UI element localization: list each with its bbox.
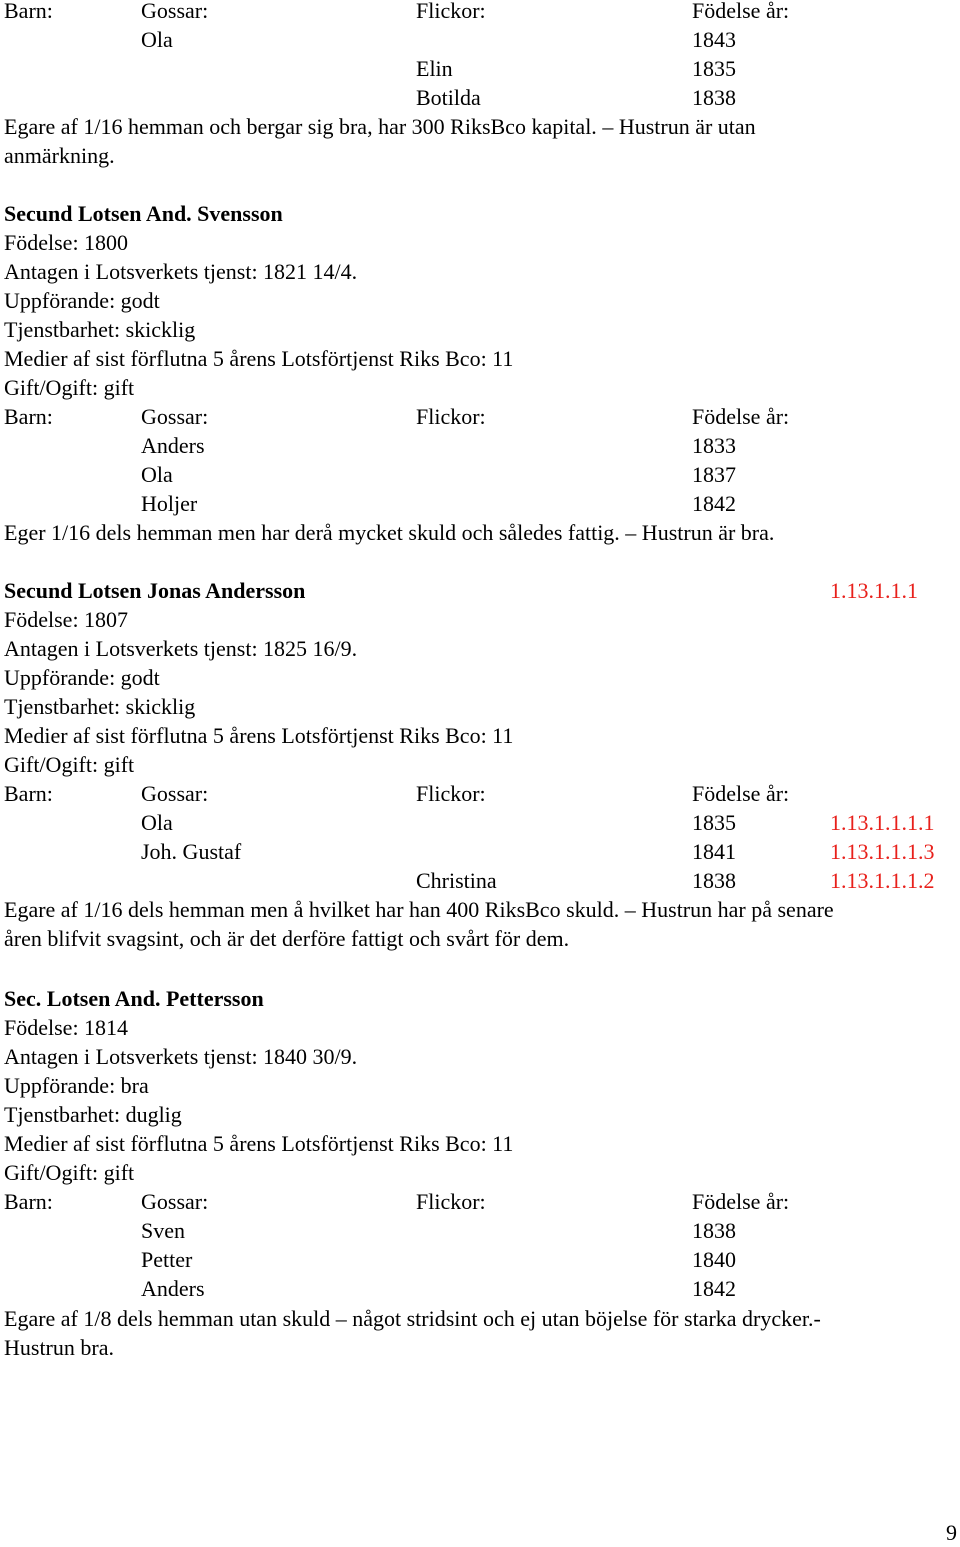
- child-boy-name: Ola: [141, 462, 173, 487]
- note-line: anmärkning.: [4, 143, 115, 168]
- fodelse-label: Födelse år:: [692, 0, 790, 23]
- flickor-label: Flickor:: [416, 404, 486, 429]
- child-boy-name: Ola: [141, 27, 173, 52]
- note-line: åren blifvit svagsint, och är det derföre fattigt och svårt för dem.: [4, 926, 570, 951]
- note-text-continued: – Hustrun är utan: [602, 114, 756, 139]
- child-row: [4, 808, 954, 837]
- marital-line: Gift/Ogift: gift: [4, 1160, 135, 1185]
- earnings-line: Medier af sist förflutna 5 årens Lotsförtjenst Riks Bco: 11: [4, 1131, 514, 1156]
- employment-line: Antagen i Lotsverkets tjenst: 1840 30/9.: [4, 1044, 358, 1069]
- note-line: Egare af 1/8 dels hemman utan skuld – något stridsint och ej utan böjelse för starka drycker.-: [4, 1306, 821, 1331]
- fitness-line: Tjenstbarhet: duglig: [4, 1102, 182, 1127]
- child-birth-year: 1843: [692, 27, 736, 52]
- barn-label: Barn:: [4, 0, 53, 23]
- pilot-name-row: [4, 576, 954, 605]
- child-row: [4, 1245, 954, 1274]
- pilot-name: Secund Lotsen And. Svensson: [4, 201, 283, 226]
- page-number: 9: [946, 1520, 957, 1545]
- fitness-line: Tjenstbarhet: skicklig: [4, 317, 196, 342]
- child-girl-name: Christina: [416, 868, 497, 893]
- gossar-label: Gossar:: [141, 1189, 209, 1214]
- fodelse-label: Födelse år:: [692, 404, 790, 429]
- fitness-line: Tjenstbarhet: skicklig: [4, 694, 196, 719]
- flickor-label: Flickor:: [416, 0, 486, 23]
- children-header-row: [4, 0, 954, 25]
- conduct-line: Uppförande: bra: [4, 1073, 149, 1098]
- flickor-label: Flickor:: [416, 781, 486, 806]
- child-row: [4, 1274, 954, 1303]
- child-boy-name: Petter: [141, 1247, 193, 1272]
- note-line: Hustrun bra.: [4, 1335, 114, 1360]
- child-boy-name: Holjer: [141, 491, 198, 516]
- barn-label: Barn:: [4, 781, 53, 806]
- note-line: Eger 1/16 dels hemman men har derå mycket skuld och således fattig. – Hustrun är bra.: [4, 520, 775, 545]
- birth-line: Födelse: 1807: [4, 607, 129, 632]
- conduct-line: Uppförande: godt: [4, 665, 160, 690]
- child-row: [4, 54, 954, 83]
- child-birth-year: 1838: [692, 868, 736, 893]
- child-row: [4, 866, 954, 895]
- child-birth-year: 1840: [692, 1247, 736, 1272]
- child-boy-name: Ola: [141, 810, 173, 835]
- child-birth-year: 1842: [692, 1276, 736, 1301]
- child-row: [4, 25, 954, 54]
- employment-line: Antagen i Lotsverkets tjenst: 1825 16/9.: [4, 636, 358, 661]
- child-boy-name: Sven: [141, 1218, 185, 1243]
- children-header-row: [4, 779, 954, 808]
- earnings-line: Medier af sist förflutna 5 årens Lotsförtjenst Riks Bco: 11: [4, 723, 514, 748]
- gossar-label: Gossar:: [141, 781, 209, 806]
- child-row: [4, 460, 954, 489]
- fodelse-label: Födelse år:: [692, 781, 790, 806]
- child-boy-name: Anders: [141, 433, 205, 458]
- marital-line: Gift/Ogift: gift: [4, 375, 135, 400]
- child-birth-year: 1835: [692, 810, 736, 835]
- children-header-row: [4, 1187, 954, 1216]
- genealogy-reference: 1.13.1.1.1.1: [830, 810, 935, 835]
- child-birth-year: 1838: [692, 85, 736, 110]
- children-header-row: [4, 402, 954, 431]
- child-row: [4, 83, 954, 112]
- child-row: [4, 431, 954, 460]
- child-birth-year: 1835: [692, 56, 736, 81]
- barn-label: Barn:: [4, 1189, 53, 1214]
- birth-line: Födelse: 1814: [4, 1015, 129, 1040]
- note-text: Egare af 1/16 hemman och bergar sig bra, har 300 RiksBco kapital.: [4, 114, 597, 139]
- child-birth-year: 1842: [692, 491, 736, 516]
- child-birth-year: 1838: [692, 1218, 736, 1243]
- flickor-label: Flickor:: [416, 1189, 486, 1214]
- child-row: [4, 489, 954, 518]
- child-boy-name: Anders: [141, 1276, 205, 1301]
- gossar-label: Gossar:: [141, 404, 209, 429]
- child-girl-name: Botilda: [416, 85, 481, 110]
- genealogy-reference: 1.13.1.1.1.2: [830, 868, 935, 893]
- pilot-name: Sec. Lotsen And. Pettersson: [4, 986, 264, 1011]
- note-line: [4, 112, 756, 141]
- earnings-line: Medier af sist förflutna 5 årens Lotsförtjenst Riks Bco: 11: [4, 346, 514, 371]
- child-row: [4, 837, 954, 866]
- birth-line: Födelse: 1800: [4, 230, 129, 255]
- conduct-line: Uppförande: godt: [4, 288, 160, 313]
- note-line: Egare af 1/16 dels hemman men å hvilket har han 400 RiksBco skuld. – Hustrun har på senare: [4, 897, 834, 922]
- barn-label: Barn:: [4, 404, 53, 429]
- pilot-name: Secund Lotsen Jonas Andersson: [4, 578, 306, 603]
- genealogy-reference: 1.13.1.1.1: [830, 578, 918, 603]
- child-boy-name: Joh. Gustaf: [141, 839, 242, 864]
- marital-line: Gift/Ogift: gift: [4, 752, 135, 777]
- child-birth-year: 1837: [692, 462, 736, 487]
- child-row: [4, 1216, 954, 1245]
- genealogy-reference: 1.13.1.1.1.3: [830, 839, 935, 864]
- child-birth-year: 1841: [692, 839, 736, 864]
- gossar-label: Gossar:: [141, 0, 209, 23]
- employment-line: Antagen i Lotsverkets tjenst: 1821 14/4.: [4, 259, 358, 284]
- child-girl-name: Elin: [416, 56, 453, 81]
- child-birth-year: 1833: [692, 433, 736, 458]
- fodelse-label: Födelse år:: [692, 1189, 790, 1214]
